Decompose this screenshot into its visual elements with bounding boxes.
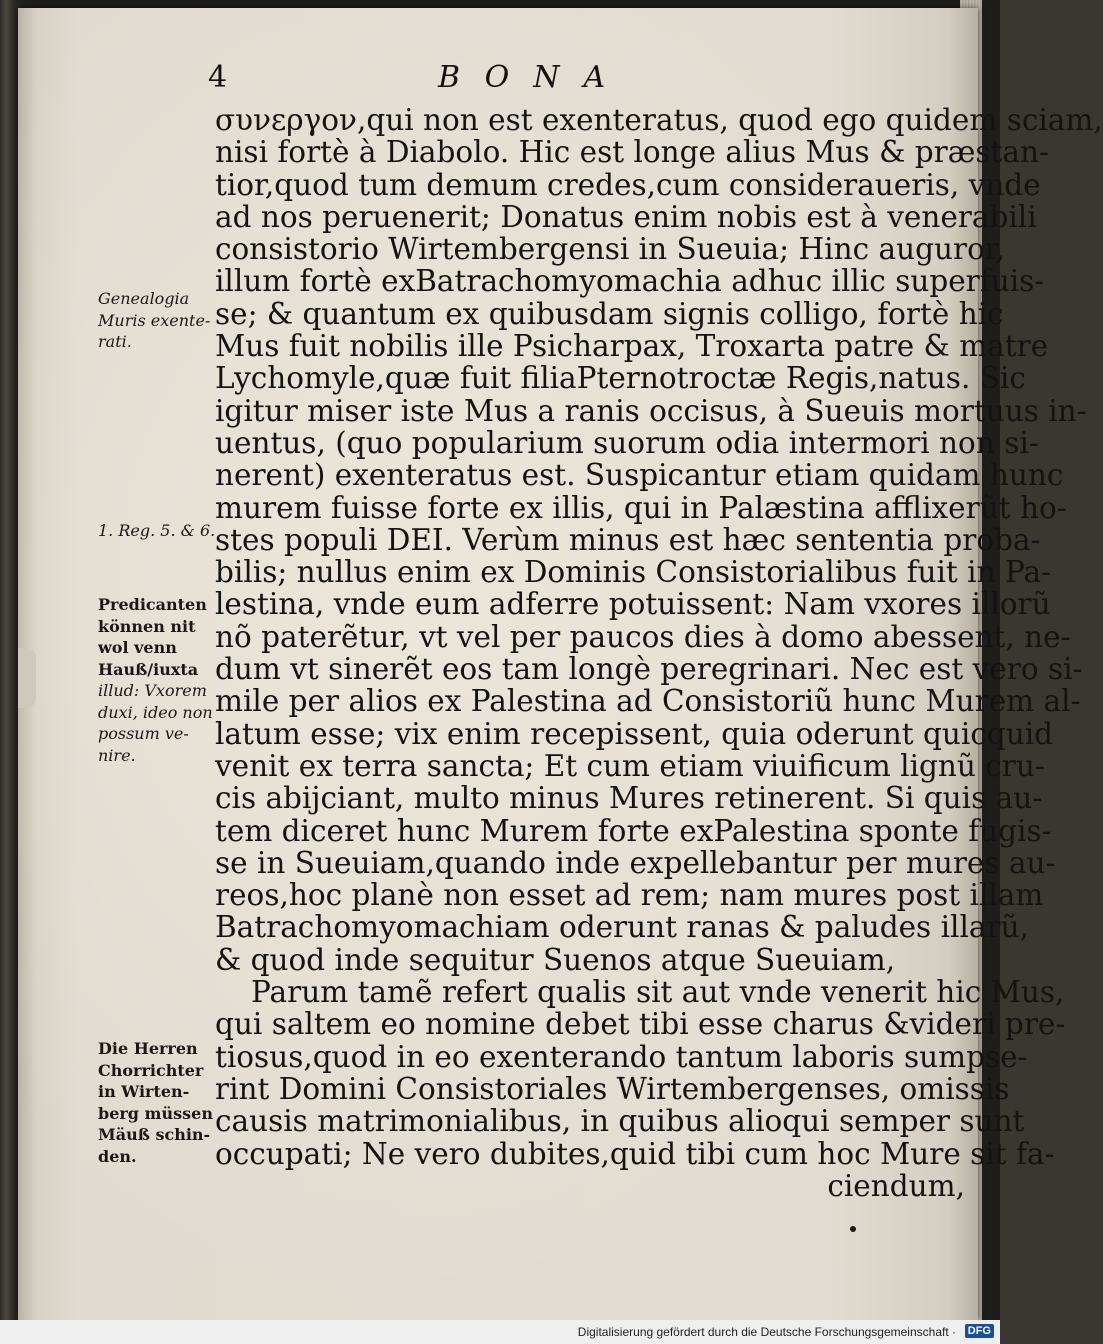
margin-note-predicanten: Predicanten können nit wol venn Hauß/iuxta illud: Vxorem duxi, ideo non possum ve- nire. (98, 595, 213, 765)
text-line: consistorio Wirtembergensi in Sueuia; Hinc auguror, (215, 232, 1006, 267)
running-head: BONA (438, 60, 630, 95)
text-line: Mus fuit nobilis ille Psicharpax, Troxarta patre & matre (215, 329, 1049, 364)
text-line: illum fortè exBatrachomyomachia adhuc illic superfuis- (215, 264, 1045, 299)
book-page (18, 8, 1103, 1320)
text-line: συνεργον,qui non est exenteratus, quod ego quidem sciam, (215, 103, 1103, 137)
text-line: igitur miser iste Mus a ranis occisus, à Sueuis mortuus in- (215, 393, 1087, 428)
text-line: & quod inde sequitur Suenos atque Sueuiam, (215, 942, 896, 977)
text-line: se; & quantum ex quibusdam signis colligo, fortè hic (215, 296, 1004, 331)
text-line: tior,quod tum demum credes,cum consideraueris, vnde (215, 167, 1041, 202)
text-line: lestina, vnde eum adferre potuissent: Nam vxores illorũ (215, 587, 1051, 622)
text-line: Batrachomyomachiam oderunt ranas & paludes illarũ, (215, 910, 1029, 945)
text-line: bilis; nullus enim ex Dominis Consistorialibus fuit in Pa- (215, 555, 1052, 590)
text-line: nõ paterẽtur, vt vel per paucos dies à domo abessent, ne- (215, 619, 1071, 654)
text-line: occupati; Ne vero dubites,quid tibi cum hoc Mure sit fa- (215, 1136, 1055, 1171)
text-line: ad nos peruenerit; Donatus enim nobis est à venerabili (215, 199, 1037, 234)
margin-note-reference: 1. Reg. 5. & 6. (98, 521, 216, 540)
text-line: cis abijciant, multo minus Mures retinerent. Si quis au- (215, 781, 1043, 816)
footer-credit: Digitalisierung gefördert durch die Deutsche Forschungsgemeinschaft · (577, 1325, 956, 1339)
text-line: se in Sueuiam,quando inde expellebantur per mures au- (215, 845, 1056, 880)
text-line: murem fuisse forte ex illis, qui in Palæstina afflixerũt ho- (215, 490, 1067, 525)
text-line: Lychomyle,quæ fuit filiaPternotroctæ Regis,natus. Sic (215, 361, 1026, 396)
text-line: venit ex terra sancta; Et cum etiam viuificum lignũ cru- (215, 748, 1045, 783)
text-line: reos,hoc planè non esset ad rem; nam mures post illam (215, 878, 1044, 913)
text-line: nisi fortè à Diabolo. Hic est longe alius Mus & præstan- (215, 135, 1049, 170)
paragraph-start-line: Parum tamẽ refert qualis sit aut vnde venerit hic Mus, (251, 975, 1065, 1010)
text-line: qui saltem eo nomine debet tibi esse charus &videri pre- (215, 1007, 1066, 1042)
page-number: 4 (208, 60, 228, 95)
text-line: tem diceret hunc Murem forte exPalestina sponte fugis- (215, 813, 1052, 848)
text-line: causis matrimonialibus, in quibus alioqui semper sunt (215, 1104, 1025, 1139)
margin-note-chorrichter: Die Herren Chorrichter in Wirten- berg müssen Mäuß schin- den. (98, 1039, 213, 1166)
text-line: tiosus,quod in eo exenterando tantum laboris sumpse- (215, 1039, 1028, 1074)
margin-note-genealogia: Genealogia Muris exente- rati. (98, 289, 211, 351)
text-line: uentus, (quo popularium suorum odia intermori non si- (215, 425, 1039, 460)
digitization-footer (0, 1320, 1000, 1344)
text-line: rint Domini Consistoriales Wirtembergenses, omissis (215, 1071, 1010, 1106)
body-text (215, 103, 1103, 1203)
page-header (18, 60, 978, 100)
text-line: latum esse; vix enim recepissent, quia oderunt quicquid (215, 716, 1054, 751)
text-line: mile per alios ex Palestina ad Consistoriũ hunc Murem al- (215, 684, 1081, 719)
ink-dot (850, 1226, 856, 1232)
text-line: nerent) exenteratus est. Suspicantur etiam quidam hunc (215, 458, 1064, 493)
catchword-line: ciendum, (827, 1168, 965, 1203)
page-tab-mark (18, 648, 36, 708)
text-line: stes populi DEI. Verùm minus est hæc sententia proba- (215, 522, 1041, 557)
text-line: dum vt sinerẽt eos tam longè peregrinari. Nec est vero si- (215, 652, 1083, 687)
dfg-logo: DFG (965, 1324, 994, 1338)
